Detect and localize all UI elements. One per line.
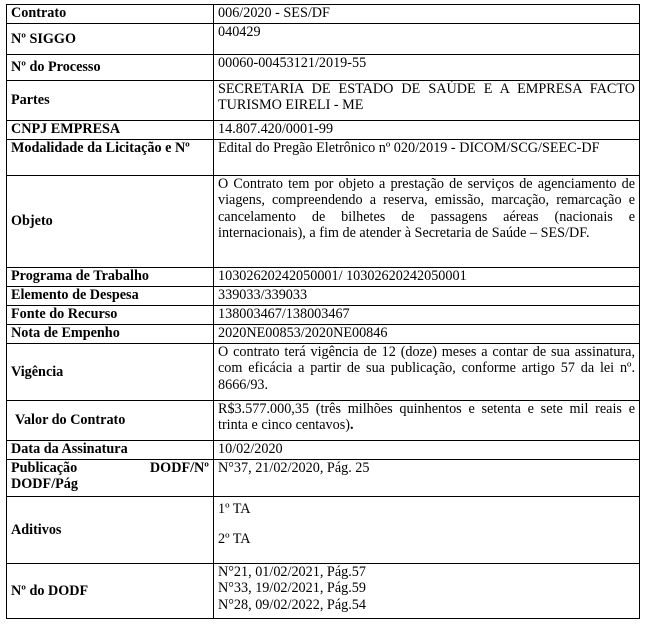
label-empenho: Nota de Empenho (7, 325, 214, 344)
table-row (7, 287, 640, 306)
label-aditivos: Aditivos (7, 497, 214, 564)
value-valor-text: R$3.577.000,35 (três milhões quinhentos e setenta e sete mil reais e trinta e cinco centavos) (218, 401, 635, 434)
value-dodf (214, 564, 640, 619)
table-row (7, 81, 640, 121)
label-data-assinatura: Data da Assinatura (7, 441, 214, 460)
aditivo-item: 2º TA (218, 531, 251, 548)
label-dodf: Nº do DODF (7, 564, 214, 619)
value-processo: 00060-00453121/2019-55 (214, 55, 640, 81)
label-objeto: Objeto (7, 176, 214, 268)
label-siggo: Nº SIGGO (7, 24, 214, 55)
value-empenho: 2020NE00853/2020NE00846 (214, 325, 640, 344)
label-fonte: Fonte do Recurso (7, 306, 214, 325)
value-modalidade: Edital do Pregão Eletrônico nº 020/2019 - DICOM/SCG/SEEC-DF (214, 140, 640, 176)
label-contrato: Contrato (7, 5, 214, 24)
table-row (7, 140, 640, 176)
table-row (7, 268, 640, 287)
table-row (7, 441, 640, 460)
label-publicacao-text: Publicação DODF/Nº DODF/Pág (11, 460, 209, 493)
table-row (7, 325, 640, 344)
label-cnpj: CNPJ EMPRESA (7, 121, 214, 140)
label-valor: Valor do Contrato (7, 401, 214, 441)
label-modalidade: Modalidade da Licitação e Nº (7, 140, 214, 176)
label-vigencia: Vigência (7, 344, 214, 401)
value-valor-period: . (349, 417, 354, 434)
dodf-item: N°33, 19/02/2021, Pág.59 (218, 580, 366, 597)
table-row (7, 5, 640, 24)
table-row (7, 564, 640, 619)
value-elemento: 339033/339033 (214, 287, 640, 306)
table-row (7, 306, 640, 325)
value-contrato: 006/2020 - SES/DF (214, 5, 640, 24)
dodf-item: N°28, 09/02/2022, Pág.54 (218, 596, 366, 613)
value-programa: 10302620242050001/ 10302620242050001 (214, 268, 640, 287)
table-row (7, 55, 640, 81)
aditivo-item: 1º TA (218, 501, 251, 517)
value-partes: SECRETARIA DE ESTADO DE SAÚDE E A EMPRESA FACTO TURISMO EIRELI - ME (214, 81, 640, 121)
value-vigencia: O contrato terá vigência de 12 (doze) meses a contar de sua assinatura, com eficácia a partir de sua publicação, conforme artigo 57 da lei nº. 8666/93. (214, 344, 640, 401)
value-siggo: 040429 (214, 24, 640, 55)
table-row (7, 24, 640, 55)
value-valor (214, 401, 640, 441)
value-fonte: 138003467/138003467 (214, 306, 640, 325)
label-partes: Partes (7, 81, 214, 121)
value-cnpj: 14.807.420/0001-99 (214, 121, 640, 140)
dodf-item: N°21, 01/02/2021, Pág.57 (218, 564, 366, 580)
value-data-assinatura: 10/02/2020 (214, 441, 640, 460)
value-objeto: O Contrato tem por objeto a prestação de serviços de agenciamento de viagens, compreendendo a reserva, emissão, marcação, remarcação e cancelamento de bilhetes de passagens aéreas (nacionais e internacionais), a fim de atender à Secretaria de Saúde – SES/DF. (214, 176, 640, 268)
table-row (7, 344, 640, 401)
value-aditivos (214, 497, 640, 564)
label-elemento: Elemento de Despesa (7, 287, 214, 306)
table-row (7, 401, 640, 441)
value-publicacao: N°37, 21/02/2020, Pág. 25 (214, 460, 640, 497)
label-programa: Programa de Trabalho (7, 268, 214, 287)
contract-table (6, 4, 640, 619)
label-publicacao (7, 460, 214, 497)
table-row (7, 460, 640, 497)
table-row (7, 497, 640, 564)
label-processo: Nº do Processo (7, 55, 214, 81)
table-row (7, 121, 640, 140)
table-row (7, 176, 640, 268)
